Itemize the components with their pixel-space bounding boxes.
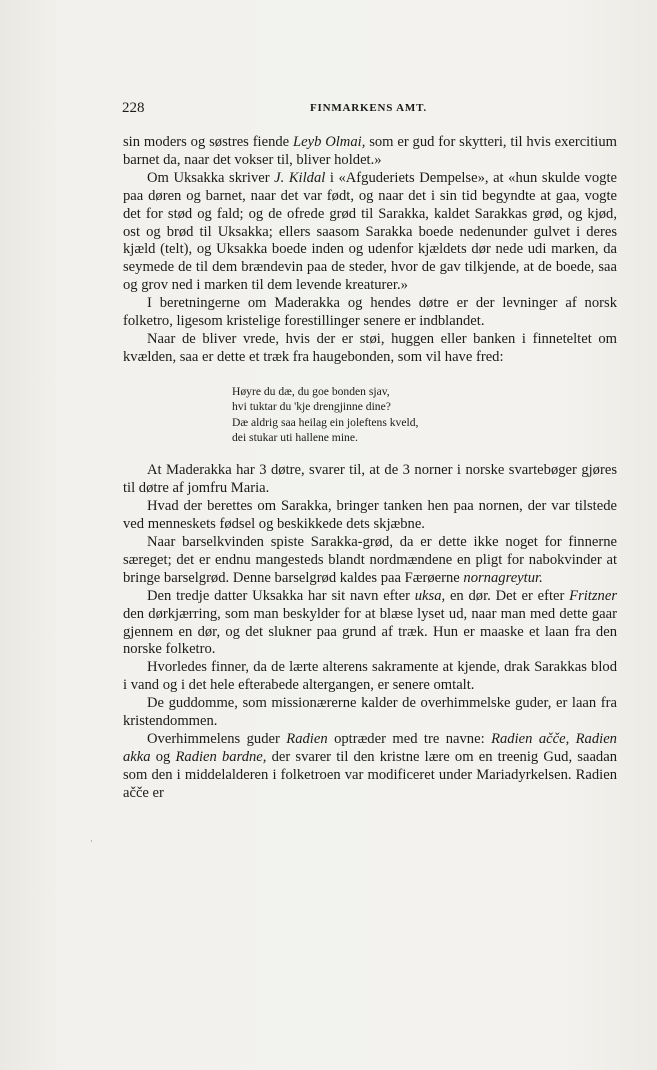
margin-mark: ·	[90, 836, 93, 846]
text-run: Om Uksakka skriver	[147, 169, 275, 186]
paragraph-group-top	[123, 134, 617, 367]
italic-run: Radien	[286, 731, 328, 747]
text-run: og	[150, 748, 176, 765]
paragraph	[123, 588, 617, 660]
paragraph-group-bottom	[123, 462, 617, 802]
text-run: Overhimmelens guder	[147, 731, 287, 747]
text-run: sin moders og søstres fiende	[123, 134, 293, 150]
verse-block	[232, 384, 617, 446]
text-run: en dør. Det er efter	[445, 587, 570, 604]
body-text	[123, 134, 617, 803]
text-run: Naar de bliver vrede, hvis der er støi, huggen eller banken i finneteltet om kvælden, saa er dette et træk fra haugebonden, som vil have fred:	[123, 330, 617, 365]
italic-run: J. Kildal	[274, 169, 326, 186]
text-run: De guddomme, som missionærerne kalder de overhimmelske guder, er laan fra kristendommen.	[123, 695, 617, 730]
paragraph	[123, 659, 617, 695]
page-number: 228	[122, 100, 145, 116]
text-run: optræder med tre navne:	[327, 731, 492, 747]
paragraph	[123, 731, 617, 803]
paragraph	[123, 331, 617, 367]
paragraph	[123, 695, 617, 731]
text-run: Hvorledes finner, da de lærte alterens sakramente at kjende, drak Sarakkas blod i vand og i det hele efterabede altergangen, er senere omtalt.	[123, 659, 617, 694]
paragraph	[123, 462, 617, 498]
paragraph	[123, 498, 617, 534]
italic-run: Radien ačče, Radien akka	[123, 731, 617, 765]
text-run: Naar barselkvinden spiste Sarakka-grød, da er dette ikke noget for finnerne særeget; det er endnu mangesteds blandt nordmændene en pligt for nabokvinder at bringe barselgrød. Denne barselgrød kaldes paa Færøerne	[123, 534, 617, 586]
verse-line: Dæ aldrig saa heilag ein joleftens kveld,	[232, 415, 419, 429]
page-header	[122, 100, 615, 122]
text-run: den dørkjærring, som man beskylder for at blæse lyset ud, naar man med dette gaar gjennem en dør, og det slukner paa grund af træk. Hun er maaske et laan fra den norske folketro.	[123, 605, 617, 658]
text-run: der svarer til den kristne lære om en treenig Gud, saadan som den i middelalderen i folketroen var modificeret under Mariadyrkelsen. Radien ačče er	[123, 748, 617, 801]
paragraph	[123, 134, 617, 170]
italic-run: nornagreytur.	[463, 569, 543, 586]
text-run: I beretningerne om Maderakka og hendes døtre er der levninger af norsk folketro, ligesom kristelige forestillinger senere er indblandet.	[123, 295, 617, 330]
text-run: Den tredje datter Uksakka har sit navn efter	[147, 587, 415, 604]
italic-run: Leyb Olmai,	[293, 134, 366, 150]
text-run: At Maderakka har 3 døtre, svarer til, at de 3 norner i norske svartebøger gjøres til døtre af jomfru Maria.	[123, 462, 617, 497]
italic-run: Fritzner	[569, 587, 617, 604]
verse-line: dei stukar uti hallene mine.	[232, 431, 358, 444]
italic-run: uksa,	[414, 587, 446, 604]
paragraph	[123, 534, 617, 588]
text-run: som er gud for skytteri, til hvis exercitium barnet da, naar det vokser til, bliver holdet.»	[123, 134, 617, 168]
paragraph	[123, 295, 617, 331]
paragraph	[123, 170, 617, 295]
verse-line: Høyre du dæ, du goe bonden sjav,	[232, 384, 390, 398]
italic-run: Radien bardne,	[175, 748, 267, 765]
text-run: Hvad der berettes om Sarakka, bringer tanken hen paa nornen, der var tilstede ved menneskets fødsel og beskikkede dets skjæbne.	[123, 498, 617, 533]
running-title: FINMARKENS AMT.	[310, 102, 427, 114]
verse-line: hvi tuktar du 'kje drengjinne dine?	[232, 400, 391, 414]
text-run: i «Afguderiets Dempelse», at «hun skulde vogte paa døren og barnet, naar det var født, og naar det i sin tid begyndte at gaa, vogte det for stød og fald; og de ofrede grød til Sarakka, kaldet Sarakkas grød, og kjød, ost og brød til Uksakka; ellers saasom Sarakka boede nedenunder gulvet i deres kjæld (telt), og Uksakka boede inden og udenfor kjældets dør nede udi marken, da seymede de til dem brændevin paa de steder, hvor de gav tilkjende, at de boede, saa og grov ned i marken til dem levende kreaturer.»	[123, 169, 617, 294]
